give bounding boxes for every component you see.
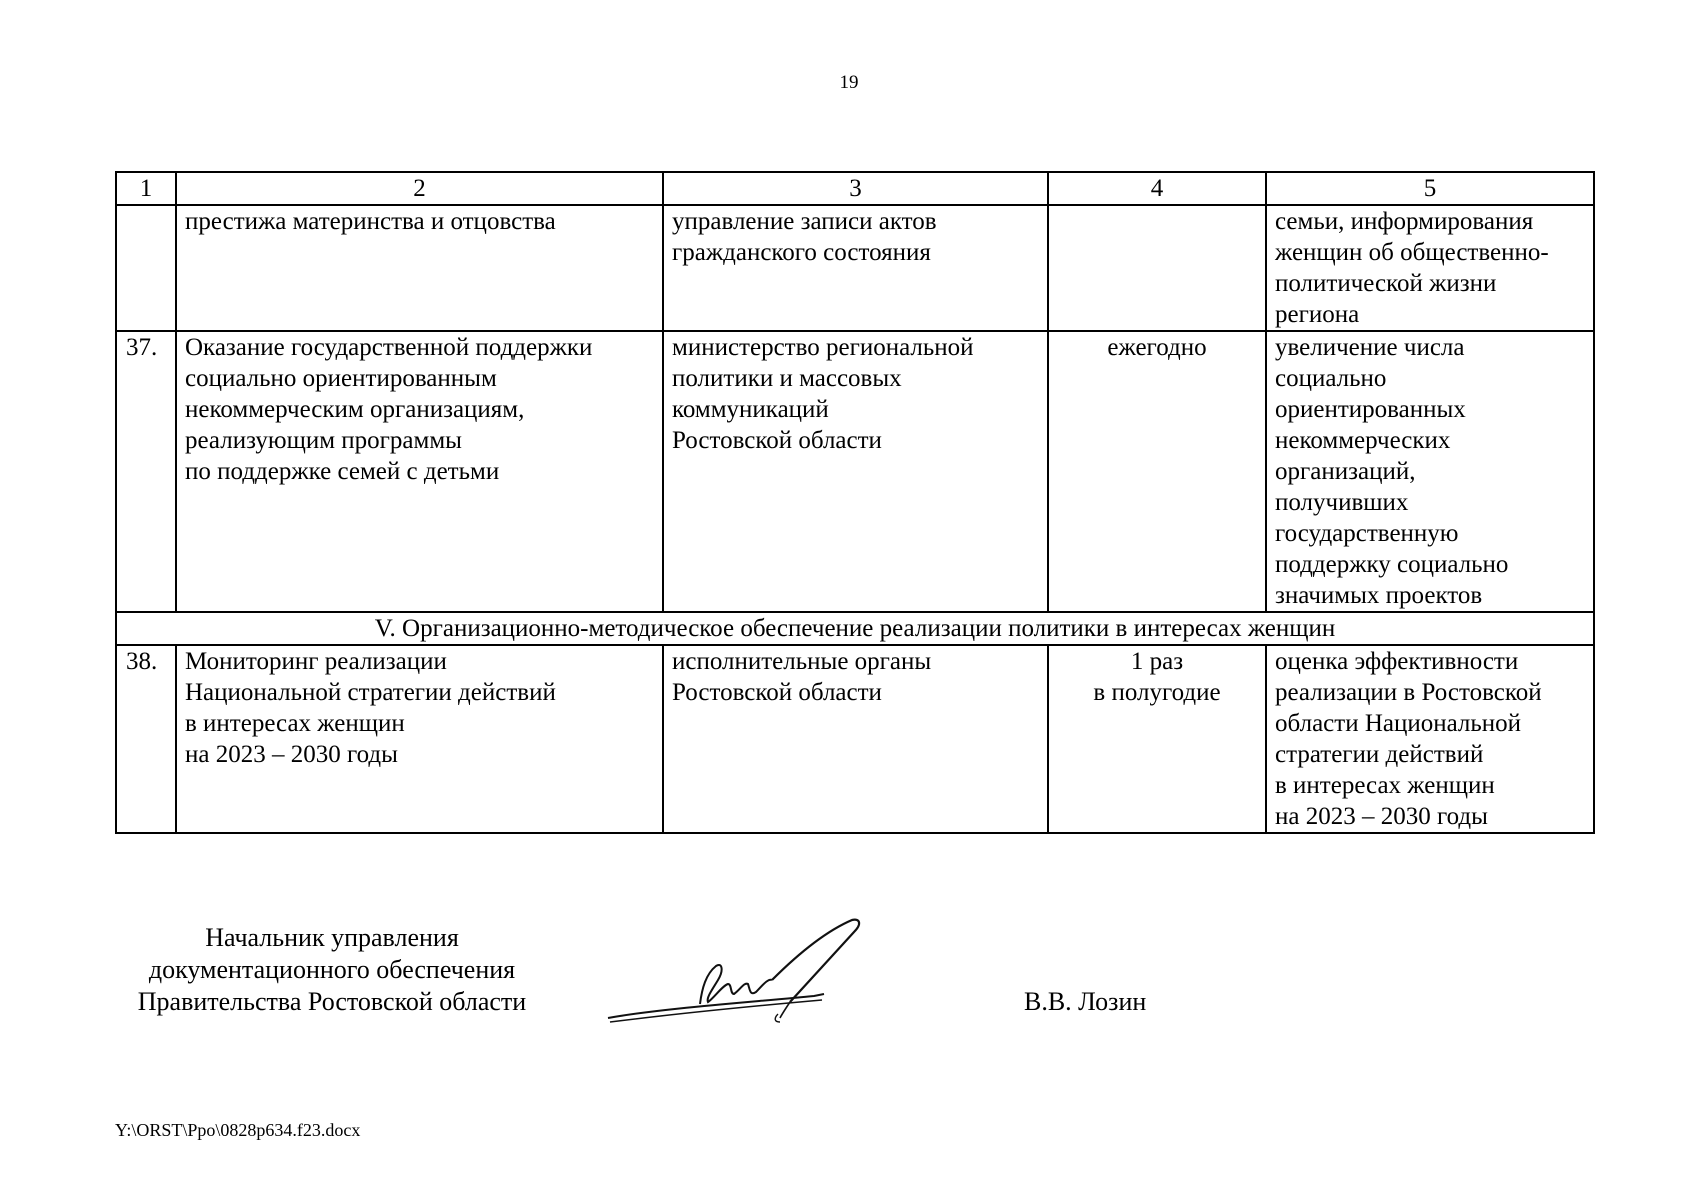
result-text: значимых проектов — [1275, 582, 1483, 609]
table-header-row — [116, 172, 1594, 205]
signatory-name: В.В. Лозин — [1024, 987, 1147, 1016]
result-text: организаций, — [1275, 458, 1416, 485]
measure-cell — [176, 645, 663, 833]
result-text: политической жизни — [1275, 270, 1497, 297]
measure-text: престижа материнства и отцовства — [185, 208, 556, 235]
result-text: социально — [1275, 365, 1387, 392]
executor-text: исполнительные органы — [672, 648, 932, 675]
executor-cell — [663, 645, 1048, 833]
signatory-title-line: документационного обеспечения — [148, 955, 516, 984]
result-cell — [1266, 645, 1594, 833]
executor-text: коммуникаций — [672, 396, 829, 423]
result-text: государственную — [1275, 520, 1459, 547]
executor-text: министерство региональной — [672, 334, 974, 361]
executor-text: Ростовской области — [672, 679, 882, 706]
measure-cell — [176, 205, 663, 331]
result-text: оценка эффективности — [1275, 648, 1519, 675]
measure-text: Мониторинг реализации — [185, 648, 447, 675]
measure-text: Оказание государственной поддержки — [185, 334, 593, 361]
column-header: 1 — [116, 172, 176, 205]
measure-text: некоммерческим организациям, — [185, 396, 525, 423]
result-text: некоммерческих — [1275, 427, 1451, 454]
result-text: области Национальной — [1275, 710, 1522, 737]
term-cell — [1048, 331, 1266, 612]
column-header: 4 — [1048, 172, 1266, 205]
result-text: в интересах женщин — [1275, 772, 1495, 799]
term-cell — [1048, 205, 1266, 331]
measure-text: Национальной стратегии действий — [185, 679, 556, 706]
measure-text: по поддержке семей с детьми — [185, 458, 500, 485]
result-text: семьи, информирования — [1275, 208, 1534, 235]
term-cell — [1048, 645, 1266, 833]
column-header: 5 — [1266, 172, 1594, 205]
column-header: 2 — [176, 172, 663, 205]
measure-text: социально ориентированным — [185, 365, 497, 392]
signatory-title-line: Начальник управления — [205, 923, 459, 952]
measure-text: реализующим программы — [185, 427, 462, 454]
result-text: на 2023 – 2030 годы — [1275, 803, 1488, 830]
page-number: 19 — [839, 72, 859, 93]
table-row — [116, 205, 1594, 331]
measure-text: в интересах женщин — [185, 710, 405, 737]
section-row — [116, 612, 1594, 645]
executor-cell — [663, 331, 1048, 612]
executor-text: политики и массовых — [672, 365, 902, 392]
result-text: поддержку социально — [1275, 551, 1509, 578]
result-text: получивших — [1275, 489, 1409, 516]
column-header: 3 — [663, 172, 1048, 205]
result-text: увеличение числа — [1275, 334, 1465, 361]
signature-block — [0, 922, 1698, 1062]
executor-text: гражданского состояния — [672, 239, 931, 266]
term-text: в полугодие — [1093, 679, 1221, 706]
file-path: Y:\ORST\Ppo\0828p634.f23.docx — [115, 1120, 361, 1140]
term-text: 1 раз — [1130, 648, 1184, 675]
result-text: стратегии действий — [1275, 741, 1484, 768]
signatory-title-line: Правительства Ростовской области — [137, 987, 527, 1016]
result-text: ориентированных — [1275, 396, 1466, 423]
result-text: региона — [1275, 301, 1360, 328]
table-row — [116, 645, 1594, 833]
section-title: V. Организационно-методическое обеспечение реализации политики в интересах женщин — [116, 612, 1594, 645]
executor-text: Ростовской области — [672, 427, 882, 454]
executor-cell — [663, 205, 1048, 331]
result-text: женщин об общественно- — [1275, 239, 1549, 266]
term-text: ежегодно — [1107, 334, 1207, 361]
result-cell — [1266, 331, 1594, 612]
executor-text: управление записи актов — [672, 208, 937, 235]
row-number: 38. — [116, 645, 176, 833]
row-number: 37. — [116, 331, 176, 612]
measures-table — [115, 171, 1595, 834]
signatory-title — [102, 922, 562, 1018]
result-text: реализации в Ростовской — [1275, 679, 1542, 706]
measure-text: на 2023 – 2030 годы — [185, 741, 398, 768]
table-row — [116, 331, 1594, 612]
result-cell — [1266, 205, 1594, 331]
row-number — [116, 205, 176, 331]
handwritten-signature — [604, 918, 894, 1058]
measure-cell — [176, 331, 663, 612]
